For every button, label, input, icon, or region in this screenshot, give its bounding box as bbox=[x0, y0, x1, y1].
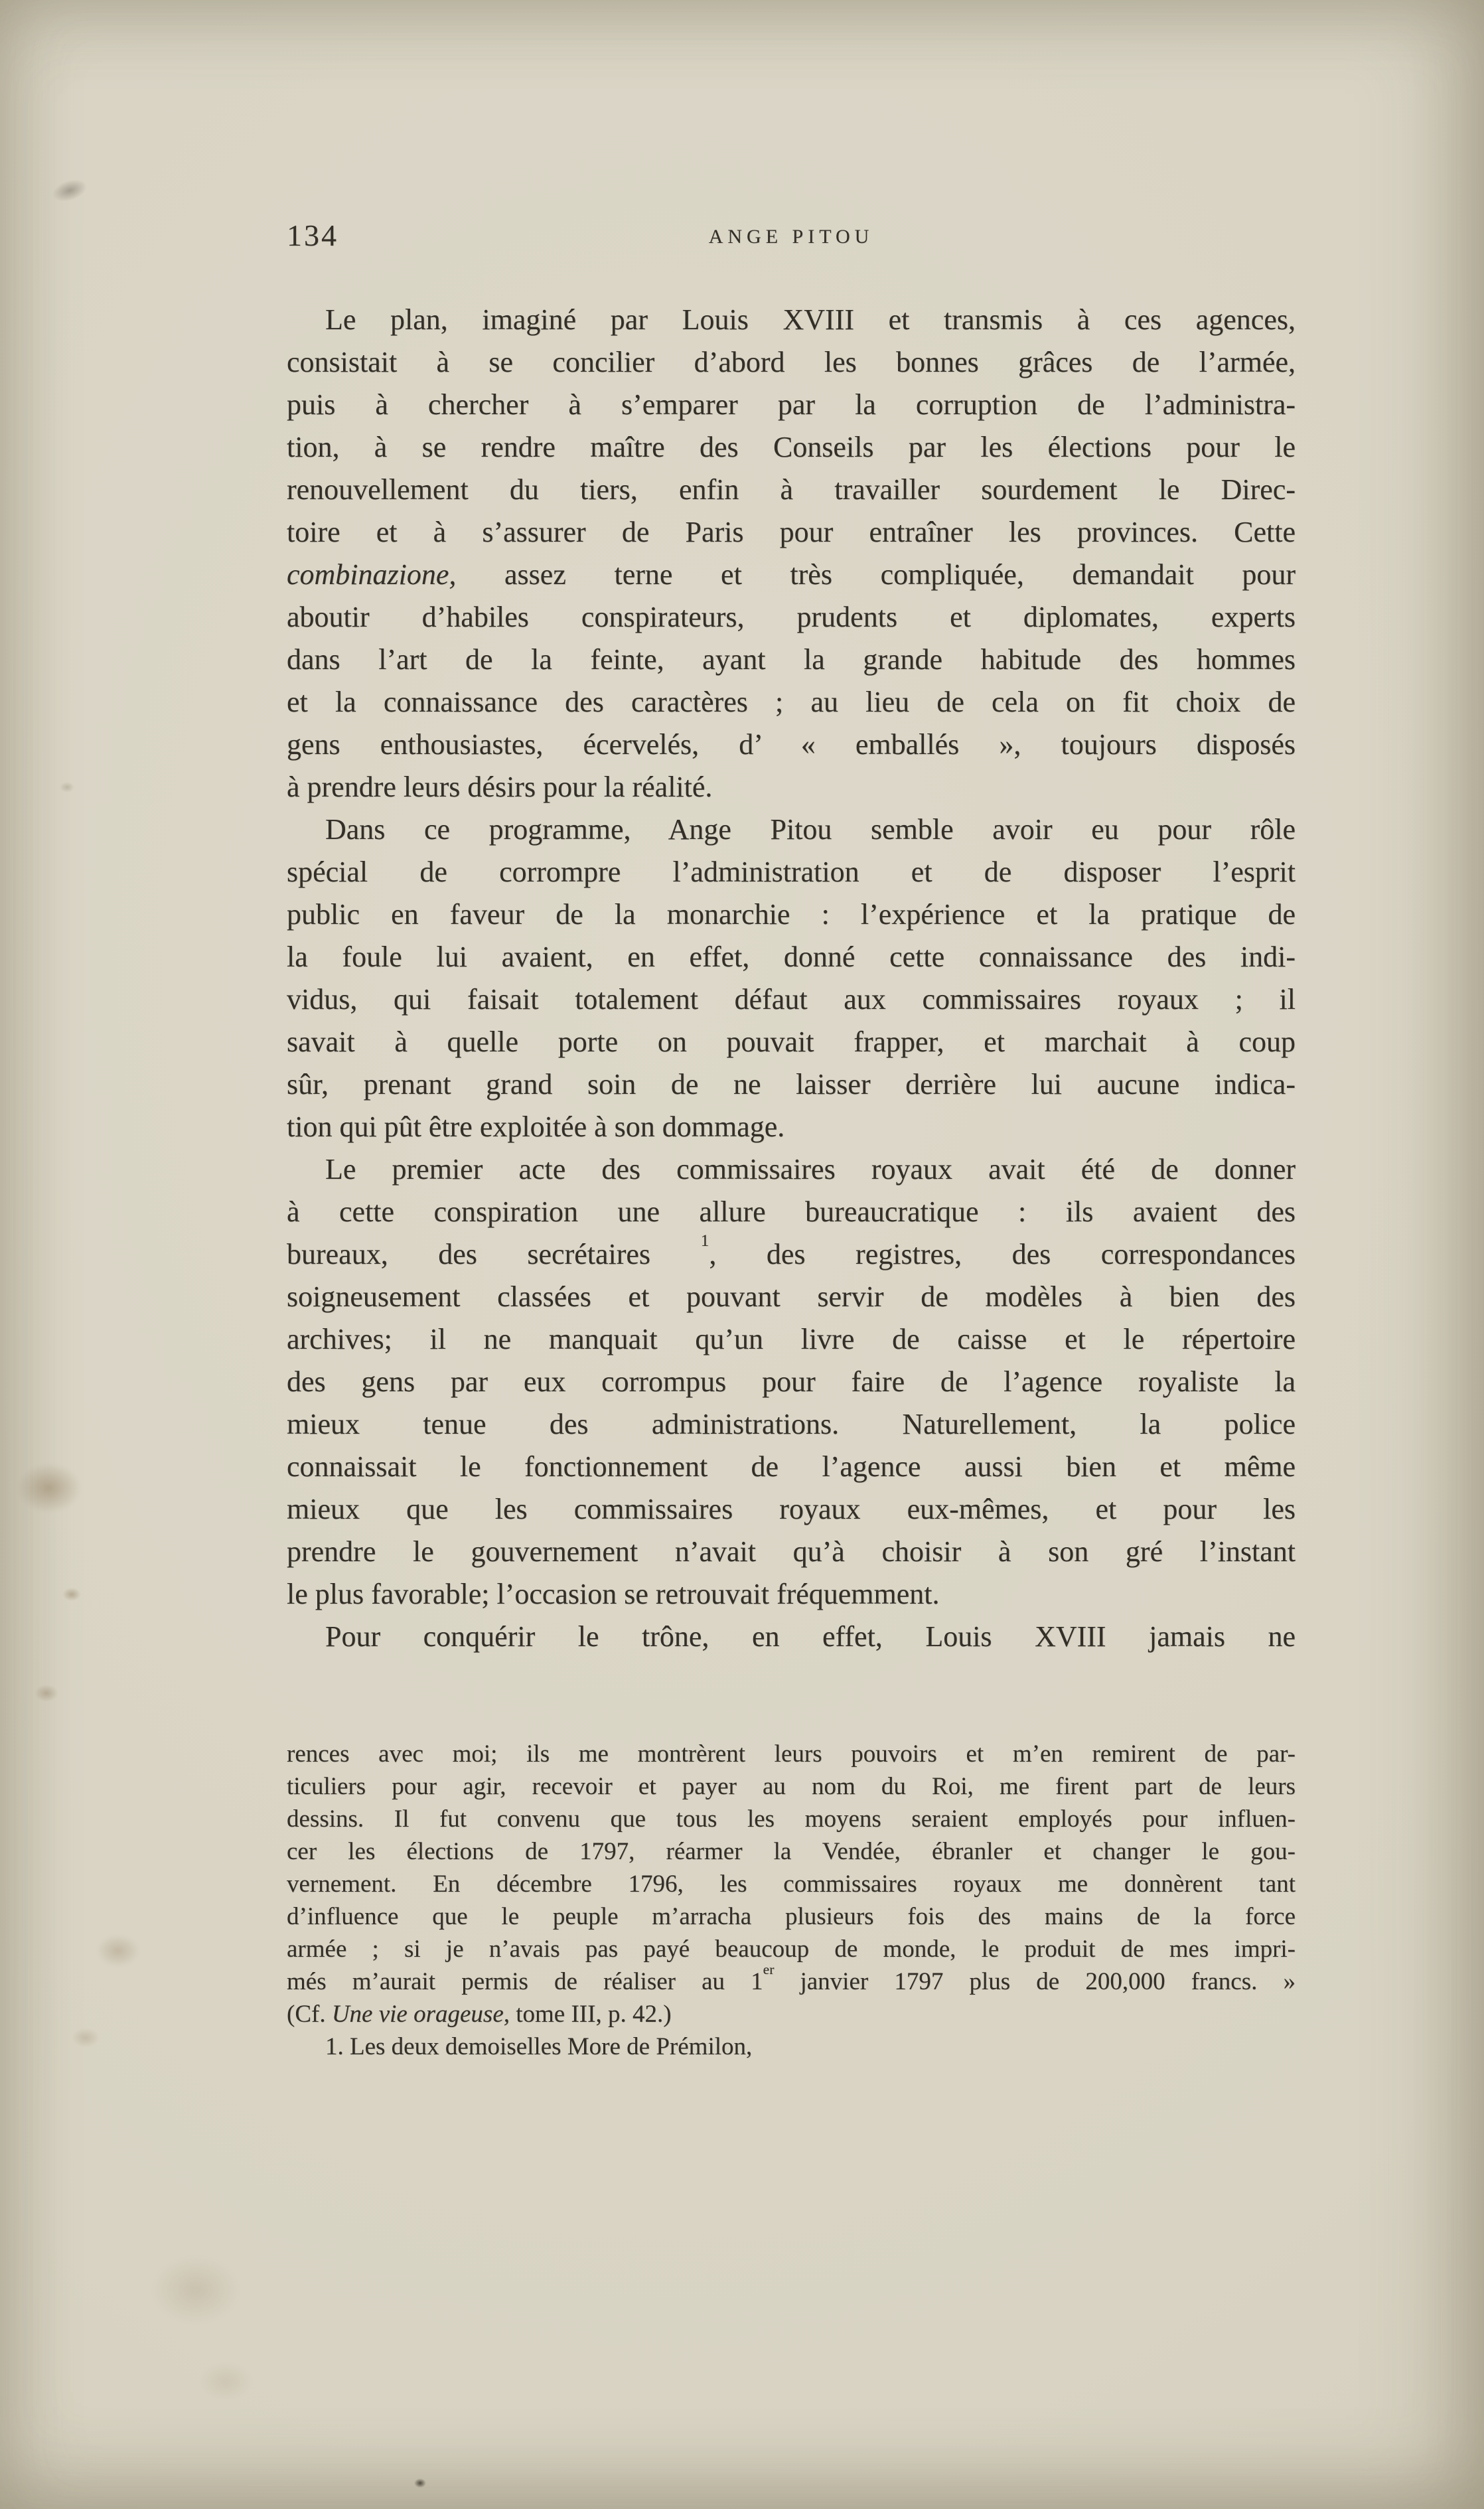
text-segment: tion qui pût être exploitée à son dommage. bbox=[287, 1110, 785, 1143]
paper-stain bbox=[97, 1935, 139, 1967]
paragraph bbox=[287, 299, 1296, 808]
text-line bbox=[287, 1318, 1296, 1361]
text-line bbox=[287, 596, 1296, 639]
text-line bbox=[287, 1106, 1296, 1148]
ink-dot bbox=[414, 2478, 426, 2488]
text-line bbox=[287, 1616, 1296, 1658]
text-line bbox=[287, 1770, 1296, 1803]
text-segment: rences avec moi; ils me montrèrent leurs pouvoirs et m’en remirent de par- bbox=[287, 1740, 1296, 1768]
text-segment: més m’aurait permis de réaliser au 1 bbox=[287, 1968, 763, 1995]
text-segment: Une vie orageuse, bbox=[331, 2001, 510, 2028]
text-line bbox=[287, 1276, 1296, 1318]
text-segment: 1 bbox=[700, 1230, 709, 1250]
text-line bbox=[287, 1738, 1296, 1770]
text-line bbox=[287, 341, 1296, 384]
text-line bbox=[287, 1998, 1296, 2030]
paper-stain bbox=[72, 2028, 100, 2048]
text-line bbox=[287, 1531, 1296, 1573]
text-line bbox=[287, 1021, 1296, 1063]
text-segment: puis à chercher à s’emparer par la corruption de l’administra- bbox=[287, 388, 1296, 421]
paragraph bbox=[287, 2030, 1296, 2063]
paragraph bbox=[287, 1148, 1296, 1616]
paper-stain bbox=[17, 1464, 81, 1513]
text-segment: combinazione, bbox=[287, 558, 457, 591]
text-segment: assez terne et très compliquée, demandait pour bbox=[456, 558, 1296, 591]
text-segment: prendre le gouvernement n’avait qu’à choisir à son gré l’instant bbox=[287, 1535, 1296, 1568]
text-segment: gens enthousiastes, écervelés, d’ « emballés », toujours disposés bbox=[287, 728, 1296, 761]
text-line bbox=[287, 511, 1296, 554]
text-segment: toire et à s’assurer de Paris pour entraîner les provinces. Cette bbox=[287, 516, 1296, 548]
text-segment: mieux que les commissaires royaux eux-mêmes, et pour les bbox=[287, 1493, 1296, 1525]
text-line bbox=[287, 681, 1296, 723]
text-line bbox=[287, 1361, 1296, 1403]
text-segment: à prendre leurs désirs pour la réalité. bbox=[287, 771, 713, 803]
text-segment: er bbox=[763, 1961, 775, 1978]
text-line bbox=[287, 766, 1296, 808]
text-line bbox=[287, 978, 1296, 1021]
text-segment: consistait à se concilier d’abord les bonnes grâces de l’armée, bbox=[287, 346, 1296, 378]
text-segment: tome III, p. 42.) bbox=[510, 2001, 672, 2028]
text-line bbox=[287, 1488, 1296, 1531]
text-segment: vidus, qui faisait totalement défaut aux commissaires royaux ; il bbox=[287, 983, 1296, 1016]
paragraph bbox=[287, 1738, 1296, 2030]
text-segment: archives; il ne manquait qu’un livre de caisse et le répertoire bbox=[287, 1323, 1296, 1355]
text-segment: ticuliers pour agir, recevoir et payer au nom du Roi, me firent part de leurs bbox=[287, 1773, 1296, 1800]
text-segment: à cette conspiration une allure bureaucratique : ils avaient des bbox=[287, 1195, 1296, 1228]
text-line bbox=[287, 299, 1296, 341]
text-segment: d’influence que le peuple m’arracha plusieurs fois des mains de la force bbox=[287, 1903, 1296, 1930]
running-title: ANGE PITOU bbox=[708, 226, 874, 248]
text-segment: tion, à se rendre maître des Conseils par les élections pour le bbox=[287, 431, 1296, 463]
text-segment: cer les élections de 1797, réarmer la Vendée, ébranler et changer le gou- bbox=[287, 1838, 1296, 1865]
text-segment: Le premier acte des commissaires royaux avait été de donner bbox=[325, 1153, 1296, 1185]
text-line bbox=[287, 893, 1296, 936]
text-line bbox=[287, 723, 1296, 766]
text-segment: , des registres, des correspondances bbox=[709, 1238, 1296, 1270]
text-line bbox=[287, 1933, 1296, 1965]
text-segment: vernement. En décembre 1796, les commissaires royaux me donnèrent tant bbox=[287, 1870, 1296, 1898]
text-line bbox=[287, 1191, 1296, 1233]
paper-stain bbox=[35, 1685, 58, 1702]
text-segment: 1. Les deux demoiselles More de Prémilon, bbox=[325, 2033, 753, 2060]
paper-stain bbox=[50, 175, 90, 205]
paper-stain bbox=[199, 2363, 252, 2400]
footnote-text bbox=[287, 1738, 1296, 2063]
text-line bbox=[287, 554, 1296, 596]
text-segment: Dans ce programme, Ange Pitou semble avoir eu pour rôle bbox=[325, 813, 1296, 846]
text-line bbox=[287, 1230, 1296, 1276]
text-segment: sûr, prenant grand soin de ne laisser derrière lui aucune indica- bbox=[287, 1068, 1296, 1101]
text-segment: Le plan, imaginé par Louis XVIII et transmis à ces agences, bbox=[325, 303, 1296, 336]
text-segment: aboutir d’habiles conspirateurs, prudents et diplomates, experts bbox=[287, 601, 1296, 633]
text-segment: la foule lui avaient, en effet, donné cette connaissance des indi- bbox=[287, 941, 1296, 973]
text-segment: armée ; si je n’avais pas payé beaucoup de monde, le produit de mes impri- bbox=[287, 1936, 1296, 1963]
text-segment: spécial de corrompre l’administration et de disposer l’esprit bbox=[287, 856, 1296, 888]
text-segment: (Cf. bbox=[287, 2001, 332, 2028]
text-line bbox=[287, 1446, 1296, 1488]
text-segment: dans l’art de la feinte, ayant la grande habitude des hommes bbox=[287, 643, 1296, 676]
text-segment: et la connaissance des caractères ; au lieu de cela on fit choix de bbox=[287, 686, 1296, 718]
text-line bbox=[287, 1900, 1296, 1933]
text-segment: janvier 1797 plus de 200,000 francs. » bbox=[774, 1968, 1296, 1995]
text-line bbox=[287, 1868, 1296, 1900]
text-line bbox=[287, 1835, 1296, 1868]
text-segment: le plus favorable; l’occasion se retrouvait fréquemment. bbox=[287, 1578, 940, 1610]
text-line bbox=[287, 1961, 1296, 1998]
page-header bbox=[287, 218, 1296, 259]
text-line bbox=[287, 851, 1296, 893]
paper-stain bbox=[153, 2257, 239, 2323]
paper-stain bbox=[62, 1588, 81, 1601]
text-line bbox=[287, 469, 1296, 511]
text-segment: dessins. Il fut convenu que tous les moyens seraient employés pour influen- bbox=[287, 1805, 1296, 1833]
text-line bbox=[287, 1148, 1296, 1191]
page-number: 134 bbox=[287, 218, 338, 252]
text-segment: des gens par eux corrompus pour faire de l’agence royaliste la bbox=[287, 1365, 1296, 1398]
text-line bbox=[287, 639, 1296, 681]
text-line bbox=[287, 1403, 1296, 1446]
text-segment: bureaux, des secrétaires bbox=[287, 1238, 701, 1270]
text-line bbox=[287, 936, 1296, 978]
text-line bbox=[287, 426, 1296, 469]
text-segment: mieux tenue des administrations. Naturellement, la police bbox=[287, 1408, 1296, 1440]
body-text bbox=[287, 299, 1296, 1658]
text-segment: savait à quelle porte on pouvait frapper, et marchait à coup bbox=[287, 1026, 1296, 1058]
text-line bbox=[287, 808, 1296, 851]
text-line bbox=[287, 1803, 1296, 1835]
paper-stain bbox=[60, 782, 74, 793]
text-segment: soigneusement classées et pouvant servir de modèles à bien des bbox=[287, 1280, 1296, 1313]
text-line bbox=[287, 1573, 1296, 1616]
text-segment: renouvellement du tiers, enfin à travailler sourdement le Direc- bbox=[287, 473, 1296, 506]
text-line bbox=[287, 2030, 1296, 2063]
paragraph bbox=[287, 808, 1296, 1148]
paragraph bbox=[287, 1616, 1296, 1658]
text-segment: connaissait le fonctionnement de l’agence aussi bien et même bbox=[287, 1450, 1296, 1483]
text-segment: public en faveur de la monarchie : l’expérience et la pratique de bbox=[287, 898, 1296, 931]
text-line bbox=[287, 384, 1296, 426]
text-line bbox=[287, 1063, 1296, 1106]
text-segment: Pour conquérir le trône, en effet, Louis XVIII jamais ne bbox=[325, 1620, 1296, 1653]
